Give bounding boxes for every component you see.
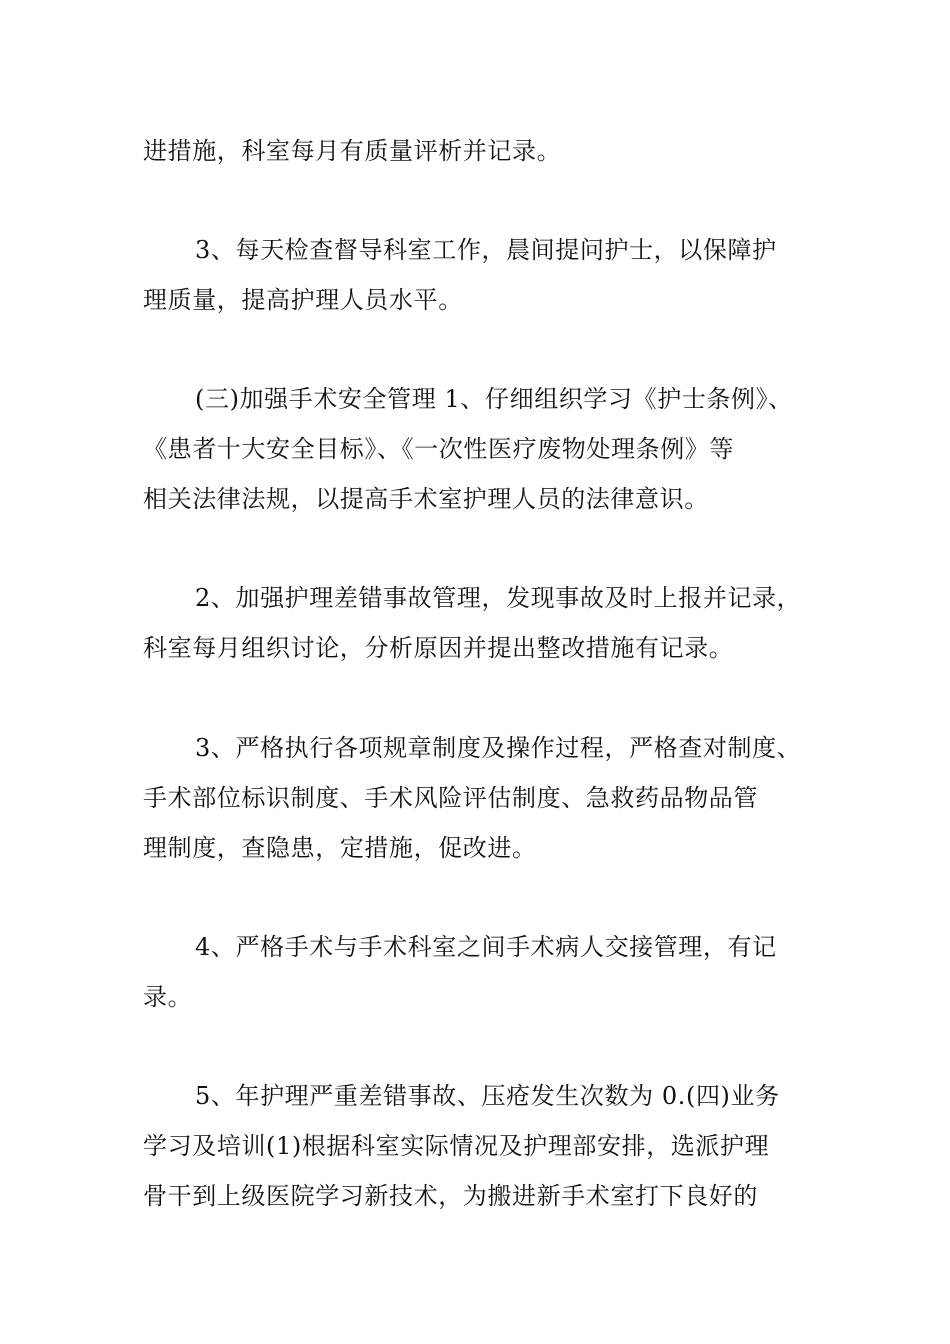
text-line: 2、加强护理差错事故管理，发现事故及时上报并记录，	[195, 584, 802, 612]
text-line: (三)加强手术安全管理 1、仔细组织学习《护士条例》、	[195, 385, 793, 413]
text-line: 手术部位标识制度、手术风险评估制度、急救药品物品管	[143, 784, 758, 812]
text-line: 进措施，科室每月有质量评析并记录。	[143, 137, 562, 165]
text-line: 理质量，提高护理人员水平。	[143, 286, 463, 314]
text-line: 理制度，查隐患，定措施，促改进。	[143, 834, 537, 862]
text-line: 3、严格执行各项规章制度及操作过程，严格查对制度、	[195, 734, 802, 762]
text-line: 《患者十大安全目标》、《一次性医疗废物处理条例》等	[143, 435, 734, 463]
text-line: 骨干到上级医院学习新技术，为搬进新手术室打下良好的	[143, 1182, 758, 1210]
text-line: 学习及培训(1)根据科室实际情况及护理部安排，选派护理	[143, 1132, 770, 1160]
text-line: 4、严格手术与手术科室之间手术病人交接管理，有记	[195, 933, 777, 961]
text-line: 录。	[143, 983, 193, 1011]
text-line: 科室每月组织讨论，分析原因并提出整改措施有记录。	[143, 634, 734, 662]
text-line: 5、年护理严重差错事故、压疮发生次数为 0.(四)业务	[195, 1082, 780, 1110]
text-line: 相关法律法规，以提高手术室护理人员的法律意识。	[143, 485, 709, 513]
text-line: 3、每天检查督导科室工作，晨间提问护士，以保障护	[195, 236, 777, 264]
